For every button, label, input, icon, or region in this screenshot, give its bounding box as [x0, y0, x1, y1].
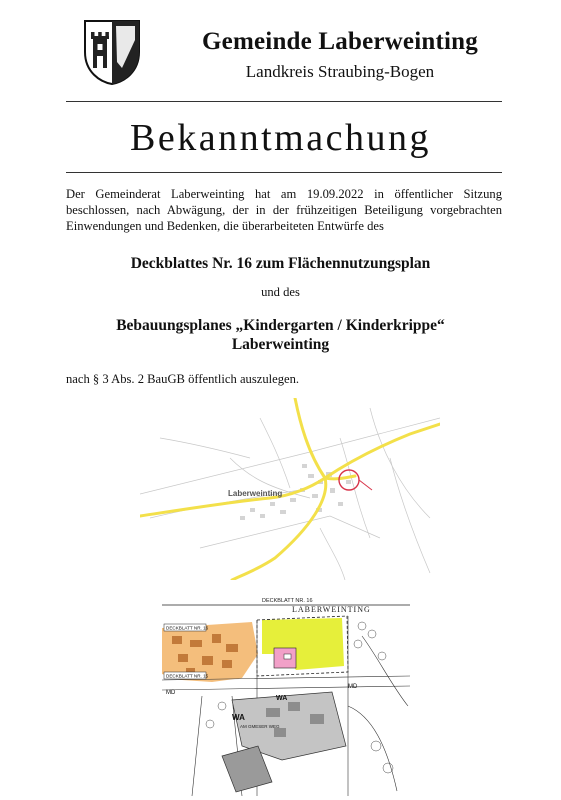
closing-sentence: nach § 3 Abs. 2 BauGB öffentlich auszulegen. [66, 372, 300, 386]
plan-zone-label-md-1: MD [166, 690, 176, 696]
municipal-crest-icon [82, 18, 142, 86]
plan-road-label: AM GMESER WEG [240, 724, 280, 729]
document-title: Bekanntmachung [130, 117, 431, 159]
plan-zone-label-wa-2: WA [232, 713, 245, 722]
subject-bebauungsplan-line1: Bebauungsplanes „Kindergarten / Kinderkrippe“ [116, 317, 445, 334]
subject-bebauungsplan [40, 316, 521, 354]
plan-stamp-15: DECKBLATT NR. 15 [166, 673, 209, 679]
plan-zone-label-wa-1: WA [276, 695, 288, 702]
header-divider [66, 101, 502, 102]
title-divider [66, 172, 502, 173]
plan-map-caption: DECKBLATT NR. 16 [262, 598, 313, 604]
connector-text: und des [261, 285, 300, 299]
subject-deckblatt: Deckblattes Nr. 16 zum Flächennutzungsplan [130, 255, 431, 272]
subject-bebauungsplan-line2: Laberweinting [231, 336, 330, 353]
municipality-name: Gemeinde Laberweinting [202, 28, 478, 55]
overview-map-town-label: Laberweinting [228, 489, 283, 498]
plan-map-header: LABERWEINTING [292, 605, 371, 614]
plan-stamp-16: DECKBLATT NR. 16 [166, 625, 209, 631]
overview-map [140, 398, 440, 580]
development-plan-map [162, 596, 410, 796]
announcement-paragraph: Der Gemeinderat Laberweinting hat am 19.09.2022 in öffentlicher Sitzung beschlossen, nach Abwägung, der in der frühzeitigen Beteiligung vorgebrachten Einwendungen und Bedenken, die überarbeiteten Entwürfe des [66, 187, 502, 233]
district-name: Landkreis Straubing-Bogen [245, 62, 435, 81]
plan-zone-label-md-2: MD [348, 684, 358, 690]
